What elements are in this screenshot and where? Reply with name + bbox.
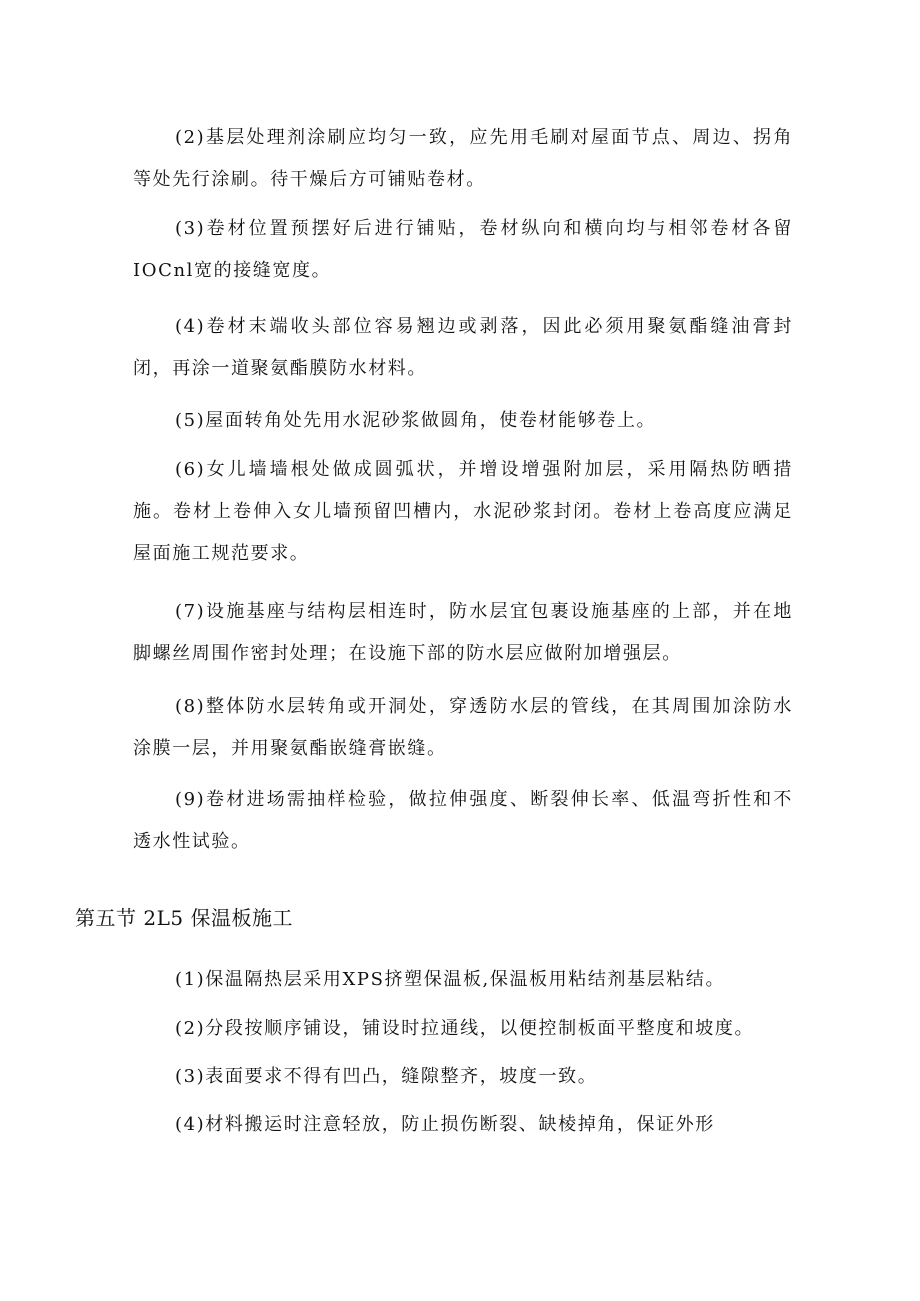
paragraph-item-6: (6)女儿墙墙根处做成圆弧状，并增设增强附加层，采用隔热防晒措施。卷材上卷伸入女儿墙预留凹槽内，水泥砂浆封闭。卷材上卷高度应满足屋面施工规范要求。 bbox=[133, 459, 793, 564]
paragraph-insulation-4: (4)材料搬运时注意轻放，防止损伤断裂、缺棱掉角，保证外形 bbox=[175, 1114, 715, 1135]
paragraph-item-3: (3)卷材位置预摆好后进行铺贴，卷材纵向和横向均与相邻卷材各留IOCnl宽的接缝宽度。 bbox=[133, 218, 793, 281]
paragraph-insulation-1: (1)保温隔热层采用XPS挤塑保温板,保温板用粘结剂基层粘结。 bbox=[175, 969, 726, 990]
paragraph-item-2: (2)基层处理剂涂刷应均匀一致，应先用毛刷对屋面节点、周边、拐角等处先行涂刷。待干燥后方可铺贴卷材。 bbox=[133, 127, 793, 190]
paragraph-item-8: (8)整体防水层转角或开洞处，穿透防水层的管线，在其周围加涂防水涂膜一层，并用聚氨酯嵌缝膏嵌缝。 bbox=[133, 696, 793, 759]
paragraph-item-5: (5)屋面转角处先用水泥砂浆做圆角，使卷材能够卷上。 bbox=[175, 410, 657, 431]
paragraph-item-4: (4)卷材末端收头部位容易翘边或剥落，因此必须用聚氨酯缝油膏封闭，再涂一道聚氨酯膜防水材料。 bbox=[133, 316, 793, 379]
section-heading: 第五节 2L5 保温板施工 bbox=[75, 906, 293, 930]
paragraph-item-9: (9)卷材进场需抽样检验，做拉伸强度、断裂伸长率、低温弯折性和不透水性试验。 bbox=[133, 789, 793, 852]
paragraph-insulation-3: (3)表面要求不得有凹凸，缝隙整齐，坡度一致。 bbox=[175, 1066, 598, 1087]
paragraph-item-7: (7)设施基座与结构层相连时，防水层宜包裹设施基座的上部，并在地脚螺丝周围作密封处理；在设施下部的防水层应做附加增强层。 bbox=[133, 601, 793, 664]
paragraph-insulation-2: (2)分段按顺序铺设，铺设时拉通线，以便控制板面平整度和坡度。 bbox=[175, 1018, 755, 1039]
